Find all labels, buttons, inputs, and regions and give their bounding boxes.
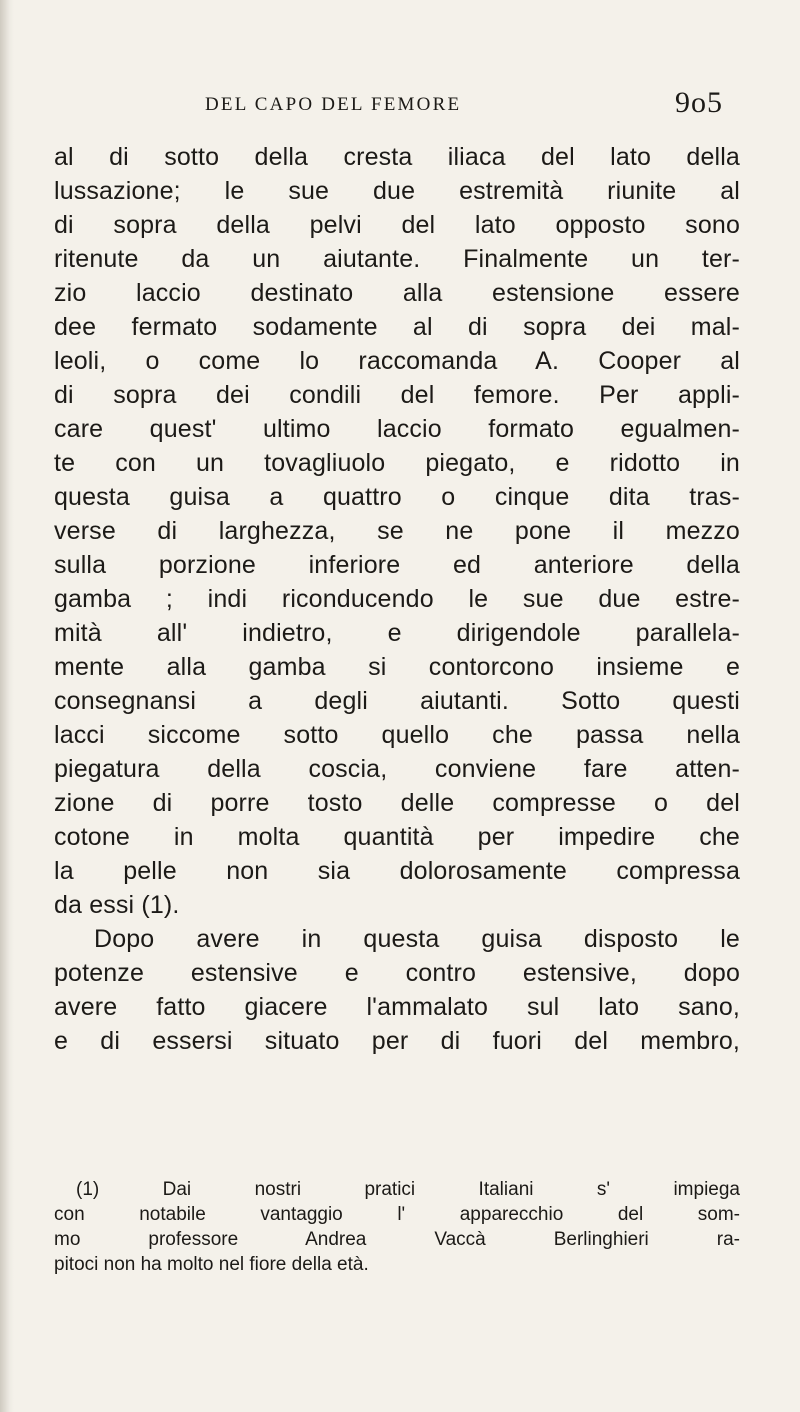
text-line: mità all' indietro, e dirigendole parallela- — [54, 619, 740, 647]
text-line: e di essersi situato per di fuori del membro, — [54, 1027, 740, 1055]
text-line: ritenute da un aiutante. Finalmente un ter- — [54, 245, 740, 273]
text-line: la pelle non sia dolorosamente compressa — [54, 857, 740, 885]
text-line: zione di porre tosto delle compresse o del — [54, 789, 740, 817]
running-title: DEL CAPO DEL FEMORE — [205, 94, 462, 115]
text-line: al di sotto della cresta iliaca del lato della — [54, 143, 740, 171]
text-line: di sopra della pelvi del lato opposto sono — [54, 211, 740, 239]
main-text — [54, 140, 740, 1058]
text-line: lacci siccome sotto quello che passa nella — [54, 721, 740, 749]
text-line: zio laccio destinato alla estensione essere — [54, 279, 740, 307]
text-line: lussazione; le sue due estremità riunite al — [54, 177, 740, 205]
text-line: questa guisa a quattro o cinque dita tras- — [54, 483, 740, 511]
text-line: care quest' ultimo laccio formato egualmen- — [54, 415, 740, 443]
text-line: mente alla gamba si contorcono insieme e — [54, 653, 740, 681]
paragraph-start-line: Dopo avere in questa guisa disposto le — [94, 925, 740, 953]
text-line: te con un tovagliuolo piegato, e ridotto in — [54, 449, 740, 477]
text-line: da essi (1). — [54, 891, 180, 919]
footnote — [54, 1177, 740, 1277]
footnote-line: (1) Dai nostri pratici Italiani s' impiega — [76, 1179, 740, 1200]
text-line: verse di larghezza, se ne pone il mezzo — [54, 517, 740, 545]
text-line: leoli, o come lo raccomanda A. Cooper al — [54, 347, 740, 375]
running-head — [205, 86, 725, 126]
footnote-line: pitoci non ha molto nel fiore della età. — [54, 1254, 369, 1275]
text-line: gamba ; indi riconducendo le sue due estre- — [54, 585, 740, 613]
text-line: piegatura della coscia, conviene fare atten- — [54, 755, 740, 783]
text-line: di sopra dei condili del femore. Per appli- — [54, 381, 740, 409]
text-line: dee fermato sodamente al di sopra dei mal- — [54, 313, 740, 341]
footnote-line: mo professore Andrea Vaccà Berlinghieri ra- — [54, 1229, 740, 1250]
footnote-line: con notabile vantaggio l' apparecchio del som- — [54, 1204, 740, 1225]
text-line: cotone in molta quantità per impedire che — [54, 823, 740, 851]
text-line: consegnansi a degli aiutanti. Sotto questi — [54, 687, 740, 715]
page-number: 9o5 — [675, 86, 723, 119]
text-line: sulla porzione inferiore ed anteriore della — [54, 551, 740, 579]
binding-gutter-shadow — [0, 0, 14, 1412]
text-line: avere fatto giacere l'ammalato sul lato sano, — [54, 993, 740, 1021]
text-line: potenze estensive e contro estensive, dopo — [54, 959, 740, 987]
